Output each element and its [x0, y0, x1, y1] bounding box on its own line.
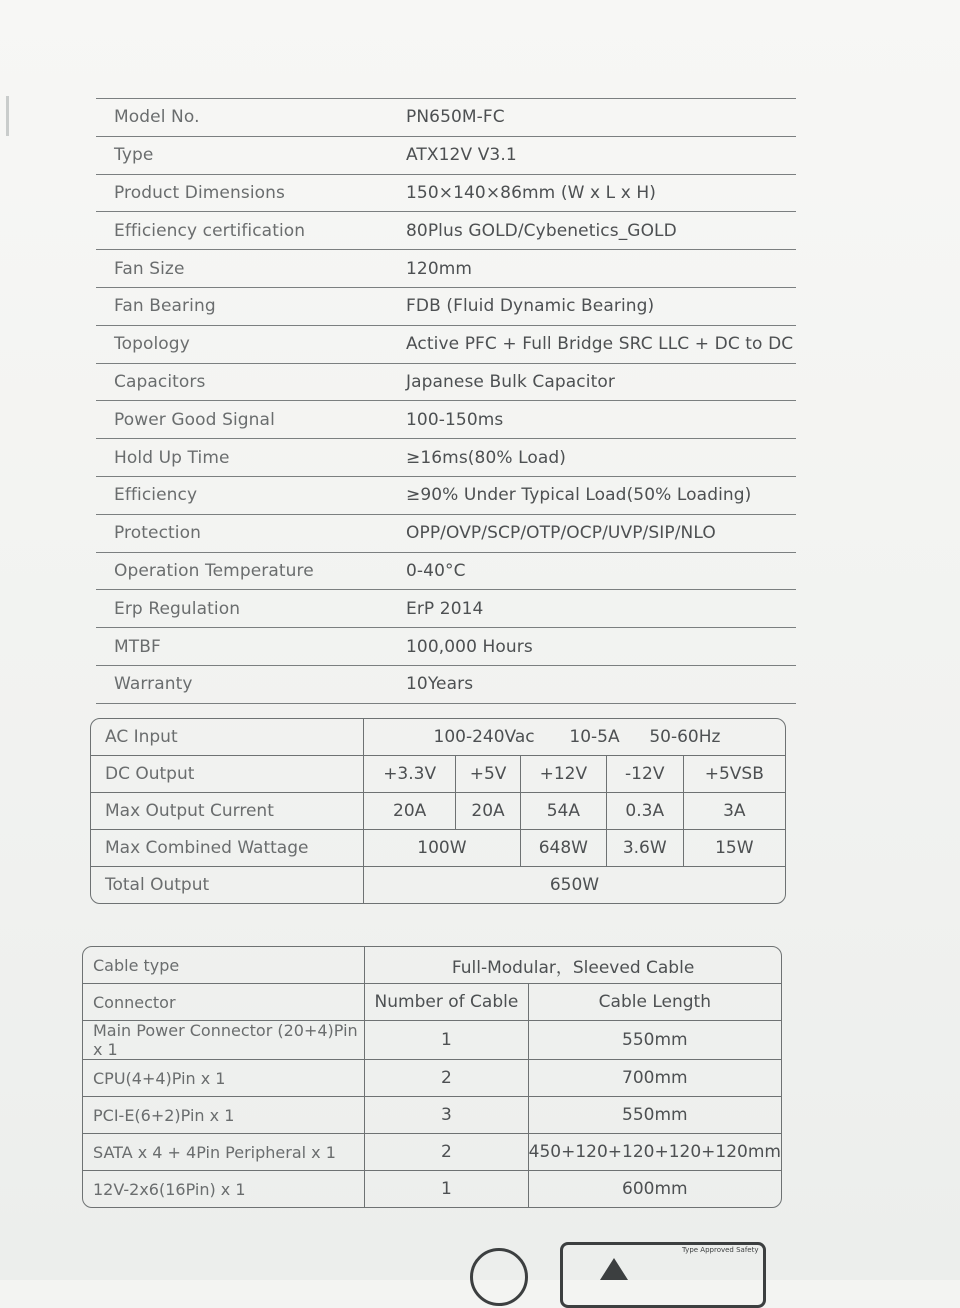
table-row	[91, 867, 785, 903]
current-3v3: 20A	[364, 793, 456, 830]
spec-label: Fan Bearing	[114, 296, 216, 317]
ac-input-voltage: 100-240Vac	[433, 727, 535, 747]
ac-input-values	[364, 719, 785, 756]
ac-input-label: AC Input	[91, 719, 364, 756]
table-row	[83, 1060, 781, 1097]
spec-label: Model No.	[114, 107, 200, 128]
spec-value: FDB (Fluid Dynamic Bearing)	[406, 296, 655, 317]
spec-row	[96, 325, 796, 363]
spec-label: Warranty	[114, 674, 193, 695]
spec-value: Japanese Bulk Capacitor	[406, 371, 615, 392]
spec-value: 100,000 Hours	[406, 636, 533, 657]
spec-row	[96, 211, 796, 249]
spec-value: 100-150ms	[406, 409, 504, 430]
table-row	[83, 984, 781, 1021]
spec-label: Type	[114, 145, 154, 166]
spec-value: 10Years	[406, 674, 474, 695]
spec-row	[96, 136, 796, 174]
output-table	[90, 718, 786, 904]
spec-row	[96, 627, 796, 665]
spec-row	[96, 514, 796, 552]
cable-length: 450+120+120+120+120mm	[529, 1134, 781, 1171]
spec-value: ErP 2014	[406, 598, 484, 619]
connector-name: SATA x 4 + 4Pin Peripheral x 1	[83, 1134, 365, 1171]
spec-list	[96, 98, 796, 704]
certification-logos	[360, 1230, 800, 1280]
combined-5vsb: 15W	[684, 830, 785, 867]
table-row	[83, 1097, 781, 1134]
max-current-label: Max Output Current	[91, 793, 364, 830]
safety-mark-text: Type Approved Safety	[682, 1246, 759, 1254]
spec-row	[96, 589, 796, 627]
ac-input-current: 10-5A	[569, 727, 620, 747]
triangle-icon	[600, 1258, 628, 1280]
spec-value: Active PFC + Full Bridge SRC LLC + DC to DC	[406, 334, 794, 355]
total-output-label: Total Output	[91, 867, 364, 903]
spec-value: 120mm	[406, 258, 473, 279]
combined-3v3-5v: 100W	[364, 830, 521, 867]
table-row	[91, 830, 785, 867]
spec-label: Fan Size	[114, 258, 185, 279]
spec-label: Efficiency	[114, 485, 198, 506]
spec-label: Power Good Signal	[114, 409, 275, 430]
max-combined-label: Max Combined Wattage	[91, 830, 364, 867]
rail-3v3: +3.3V	[364, 756, 456, 793]
connector-name: 12V-2x6(16Pin) x 1	[83, 1171, 365, 1207]
spec-row	[96, 476, 796, 514]
table-row	[91, 719, 785, 756]
spec-label: Efficiency certification	[114, 220, 306, 241]
spec-label: Protection	[114, 523, 202, 544]
cable-count: 2	[365, 1060, 528, 1097]
table-row	[91, 793, 785, 830]
length-header: Cable Length	[529, 984, 781, 1021]
dc-output-label: DC Output	[91, 756, 364, 793]
spec-row	[96, 249, 796, 287]
spec-value: ≥90% Under Typical Load(50% Loading)	[406, 485, 752, 506]
spec-label: Erp Regulation	[114, 598, 241, 619]
connector-name: CPU(4+4)Pin x 1	[83, 1060, 365, 1097]
table-row	[83, 947, 781, 984]
table-row	[83, 1171, 781, 1207]
cable-count: 1	[365, 1171, 528, 1207]
spec-value: PN650M-FC	[406, 107, 505, 128]
cable-table	[82, 946, 782, 1208]
cable-type-label: Cable type	[83, 947, 365, 984]
ac-input-frequency: 50-60Hz	[649, 727, 721, 747]
spec-value: ≥16ms(80% Load)	[406, 447, 567, 468]
count-header: Number of Cable	[365, 984, 528, 1021]
spec-row	[96, 552, 796, 590]
rail-neg12v: -12V	[607, 756, 684, 793]
spec-label: Capacitors	[114, 371, 206, 392]
spec-row	[96, 287, 796, 325]
spec-row	[96, 438, 796, 476]
connector-name: Main Power Connector (20+4)Pin x 1	[83, 1021, 365, 1060]
cable-length: 550mm	[529, 1097, 781, 1134]
cable-count: 2	[365, 1134, 528, 1171]
spec-label: Operation Temperature	[114, 560, 314, 581]
cable-length: 600mm	[622, 1179, 688, 1199]
connector-name: PCI-E(6+2)Pin x 1	[83, 1097, 365, 1134]
spec-value: 150×140×86mm (W x L x H)	[406, 182, 657, 203]
certification-circle-icon	[470, 1248, 528, 1306]
spec-label: Hold Up Time	[114, 447, 230, 468]
spec-label: Product Dimensions	[114, 182, 285, 203]
spec-label: Topology	[114, 334, 190, 355]
spec-row	[96, 665, 796, 704]
current-neg12v: 0.3A	[607, 793, 684, 830]
current-12v: 54A	[521, 793, 607, 830]
spec-row	[96, 174, 796, 212]
spec-row	[96, 400, 796, 438]
spec-value: ATX12V V3.1	[406, 145, 517, 166]
cable-type-value: Full-Modular，Sleeved Cable	[365, 947, 781, 984]
cable-count: 3	[365, 1097, 528, 1134]
spec-row	[96, 363, 796, 401]
rail-5v: +5V	[456, 756, 521, 793]
cable-count: 1	[365, 1021, 528, 1060]
total-output-value: 650W	[549, 875, 600, 895]
connector-label: Connector	[83, 984, 365, 1021]
spec-row	[96, 98, 796, 136]
current-5v: 20A	[456, 793, 521, 830]
spec-value: 0-40°C	[406, 560, 466, 581]
page-edge-mark	[6, 96, 9, 136]
cable-length: 550mm	[529, 1021, 781, 1060]
table-row	[83, 1134, 781, 1171]
current-5vsb: 3A	[684, 793, 785, 830]
rail-12v: +12V	[521, 756, 607, 793]
rail-5vsb: +5VSB	[684, 756, 785, 793]
spec-value: 80Plus GOLD/Cybenetics_GOLD	[406, 220, 677, 241]
spec-value: OPP/OVP/SCP/OTP/OCP/UVP/SIP/NLO	[406, 523, 716, 544]
cable-length: 700mm	[529, 1060, 781, 1097]
table-row	[83, 1021, 781, 1060]
table-row	[91, 756, 785, 793]
combined-12v: 648W	[521, 830, 607, 867]
spec-label: MTBF	[114, 636, 161, 657]
combined-neg12v: 3.6W	[607, 830, 684, 867]
